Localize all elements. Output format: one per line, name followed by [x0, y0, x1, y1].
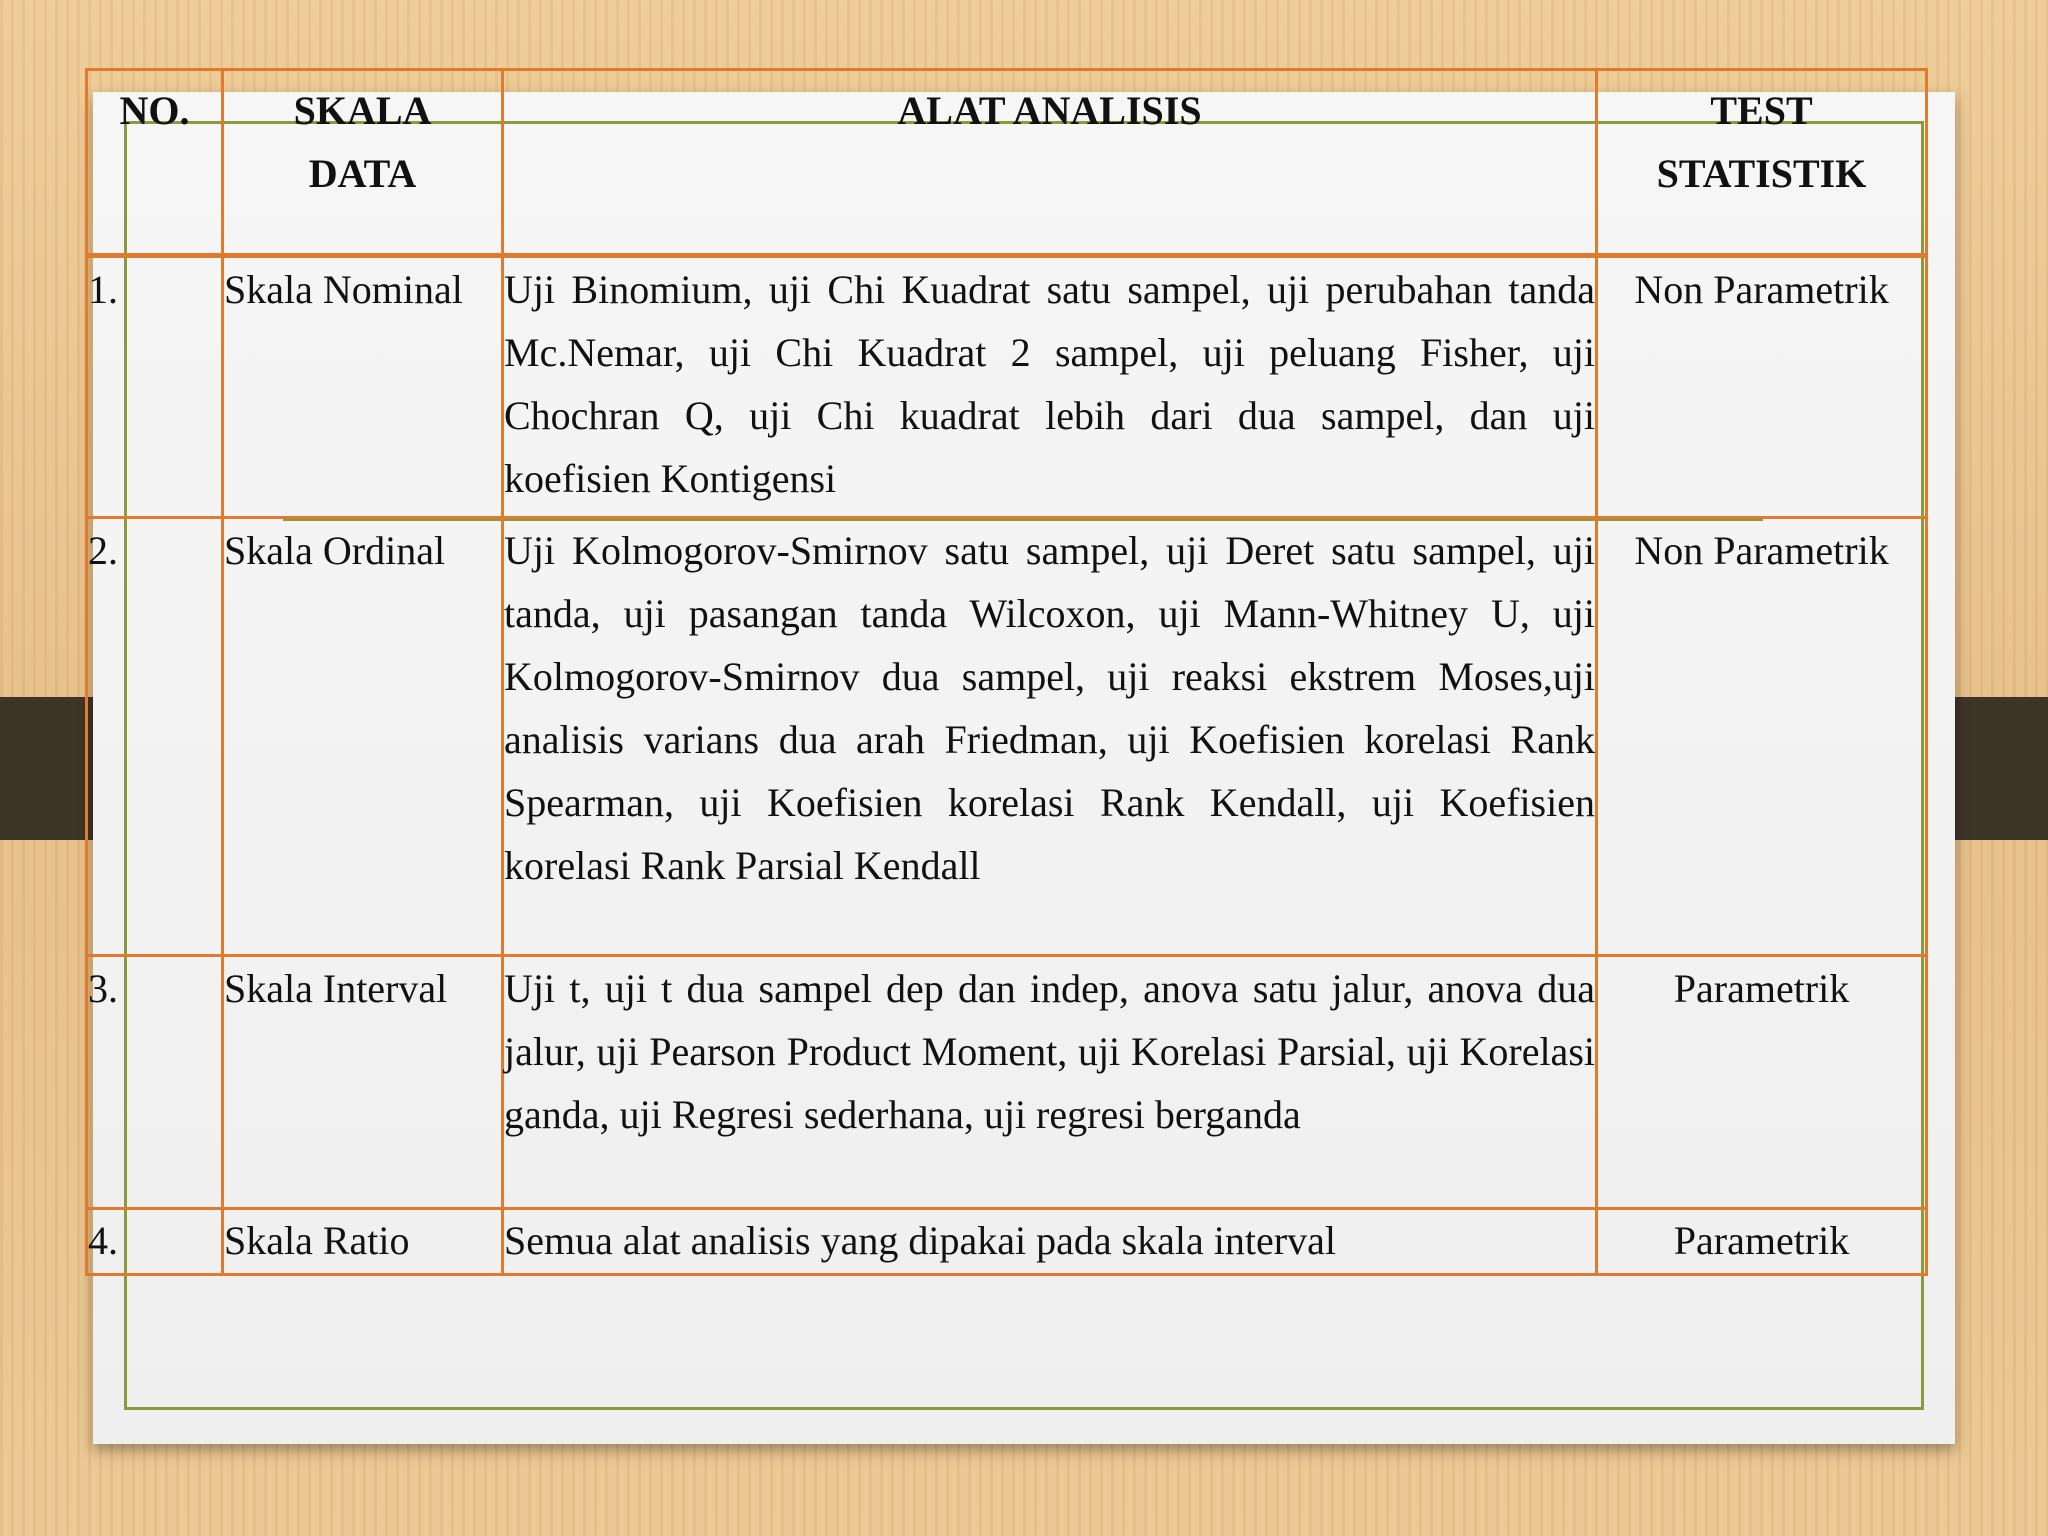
header-test-line2: STATISTIK — [1656, 151, 1867, 196]
data-scale-table — [85, 68, 1928, 1276]
row-skala: Skala Ordinal — [223, 518, 503, 956]
table-row — [87, 518, 1927, 956]
header-test-line1: TEST — [1710, 88, 1813, 133]
header-skala-line2: DATA — [308, 151, 417, 196]
row-skala: Skala Nominal — [223, 256, 503, 518]
row-alat: Uji t, uji t dua sampel dep dan indep, anova satu jalur, anova dua jalur, uji Pearson Product Moment, uji Korelasi Parsial, uji Korelasi ganda, uji Regresi sederhana, uji regresi berganda — [503, 956, 1597, 1209]
row-test: Parametrik — [1597, 956, 1927, 1209]
row-skala: Skala Interval — [223, 956, 503, 1209]
header-no: NO. — [87, 70, 223, 256]
row-no: 4. — [87, 1209, 223, 1275]
header-skala-data — [223, 70, 503, 256]
row-alat: Uji Kolmogorov-Smirnov satu sampel, uji Deret satu sampel, uji tanda, uji pasangan tanda Wilcoxon, uji Mann-Whitney U, uji Kolmogorov-Smirnov dua sampel, uji reaksi ekstrem Moses,uji analisis varians dua arah Friedman, uji Koefisien korelasi Rank Spearman, uji Koefisien korelasi Rank Kendall, uji Koefisien korelasi Rank Parsial Kendall — [503, 518, 1597, 956]
header-test-statistik — [1597, 70, 1927, 256]
row-alat: Uji Binomium, uji Chi Kuadrat satu sampel, uji perubahan tanda Mc.Nemar, uji Chi Kuadrat 2 sampel, uji peluang Fisher, uji Chochran Q, uji Chi kuadrat lebih dari dua sampel, dan uji koefisien Kontigensi — [503, 256, 1597, 518]
row-skala: Skala Ratio — [223, 1209, 503, 1275]
row-no: 1. — [87, 256, 223, 518]
table-row — [87, 1209, 1927, 1275]
row-test: Non Parametrik — [1597, 256, 1927, 518]
row-alat: Semua alat analisis yang dipakai pada skala interval — [503, 1209, 1597, 1275]
header-skala-line1: SKALA — [293, 88, 432, 133]
row-test: Parametrik — [1597, 1209, 1927, 1275]
row-no: 3. — [87, 956, 223, 1209]
header-alat-analisis: ALAT ANALISIS — [503, 70, 1597, 256]
table-row — [87, 956, 1927, 1209]
table-header-row — [87, 70, 1927, 256]
row-no: 2. — [87, 518, 223, 956]
row-test: Non Parametrik — [1597, 518, 1927, 956]
table-row — [87, 256, 1927, 518]
